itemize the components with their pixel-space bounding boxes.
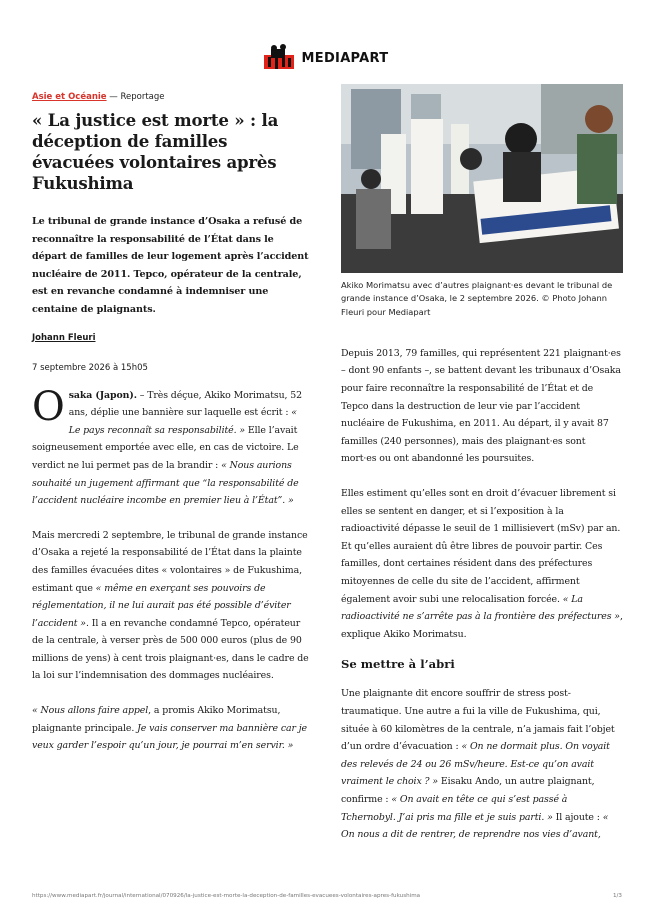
p1-text-1: – Très déçue, Akiko Morimatsu, 52 ans, déplie une bannière sur laquelle est écrit : [68, 389, 303, 419]
p3-text-1: , a promis Akiko Morimatsu, plaignante principale. [32, 705, 281, 734]
p6-quote-2: « On avait en tête ce qui s’est passé à Tchernobyl. J’ai pris ma fille et je suis parti. » [341, 793, 568, 823]
p6-text-1: Une plaignante dit encore souffrir de stress post-traumatique. Une autre a fui la ville de Fukushima, qui, située à 60 kilomètres de la centrale, n’a jamais fait l’objet d’un ordre d’évacuation : [341, 688, 615, 753]
p3-quote-2: Je vais conserver ma bannière car je veux garder l’espoir qu’un jour, je pourrai m’en servir. » [32, 722, 308, 752]
left-column [32, 90, 310, 755]
headline: « La justice est morte » : la déception de familles évacuées volontaires après Fukushima [32, 110, 279, 193]
section-link[interactable]: Asie et Océanie [32, 92, 107, 102]
p5-text-2: , explique Akiko Morimatsu. [341, 611, 623, 640]
photo-credit: © Photo Johann Fleuri pour Mediapart [341, 293, 608, 317]
p1-quote-2: « Nous aurions souhaité un jugement affirmant que “la responsabilité de l’accident nucléaire incombe en premier lieu à l’État”. » [32, 459, 299, 507]
lead-paragraph: Le tribunal de grande instance d’Osaka a refusé de reconnaître la responsabilité de l’État dans le départ de familles de leur logement après l’accident nucléaire de 2011. Tepco, opérateur de la centrale, est en revanche condamné à indemniser une centaine de plaignants. [32, 216, 309, 315]
p5-quote-1: « La radioactivité ne s’arrête pas à la frontière des préfectures » [341, 593, 620, 623]
masthead [0, 38, 650, 78]
protest-photo [341, 84, 623, 273]
paragraph-6 [341, 685, 623, 843]
p6-text-2: Eisaku Ando, un autre plaignant, confirme : [341, 776, 595, 805]
paragraph-4: Depuis 2013, 79 familles, qui représentent 221 plaignant·es – dont 90 enfants –, se battent devant les tribunaux d’Osaka pour faire reconnaître la responsabilité de l’État et de Tepco dans la destruction de leur vie par l’accident nucléaire de Fukushima, en 2011. Au départ, il y avait 87 familles (240 personnes), mais des plaignant·es sont mort·es ou ont abandonné les poursuites. [341, 347, 621, 465]
p1-quote-1: « Le pays reconnaît sa responsabilité. » [68, 407, 297, 436]
rubric [32, 92, 310, 102]
mediapart-logo-icon [262, 43, 296, 73]
page-number: 1/3 [612, 893, 622, 899]
photo-caption [341, 279, 623, 319]
brand-name: MEDIAPART [301, 50, 389, 66]
paragraph-2 [32, 527, 310, 685]
caption-text: Akiko Morimatsu avec d’autres plaignant·es devant le tribunal de grande instance d’Osaka, le 2 septembre 2026. [341, 280, 613, 304]
p6-text-3: Il ajoute : [552, 811, 603, 823]
subheading: Se mettre à l’abri [341, 657, 455, 672]
p2-text-2: . Il a en revanche condamné Tepco, opérateur de la centrale, à verser près de 500 000 euros (plus de 90 millions de yens) à cent trois plaignant·es, dans le cadre de la loi sur l’indemnisation des dommages nucléaires. [32, 617, 309, 682]
footer-url[interactable]: https://www.mediapart.fr/journal/international/070926/la-justice-est-morte-la-deception-de-familles-evacuees-volontaires-apres-fukushima [32, 893, 421, 899]
p3-quote-1: « Nous allons faire appel [32, 705, 149, 717]
article-kind: Reportage [120, 92, 165, 102]
drop-cap: O [32, 383, 65, 430]
paragraph-3 [32, 702, 310, 755]
publish-date: 7 septembre 2026 à 15h05 [32, 362, 148, 373]
dateline: saka (Japon). [68, 389, 137, 401]
rubric-separator: — [106, 92, 121, 102]
p2-text-1: Mais mercredi 2 septembre, le tribunal de grande instance d’Osaka a rejeté la responsabilité de l’État dans la plainte des familles évacuées dites « volontaires » de Fukushima, estimant que [32, 529, 308, 594]
p6-quote-3: « On nous a dit de rentrer, de reprendre nos vies d’avant, [341, 811, 609, 841]
page-footer [32, 893, 622, 899]
p2-quote-1: « même en exerçant ses pouvoirs de réglementation, il ne lui aurait pas été possible d’éviter l’accident » [32, 582, 291, 629]
paragraph-5 [341, 485, 623, 643]
p1-text-2: Elle l’avait soigneusement emportée avec elle, en cas de victoire. Le verdict ne lui permet pas de la brandir : [32, 424, 299, 471]
right-column [341, 84, 623, 844]
paragraph-1 [32, 383, 310, 510]
author-link[interactable]: Johann Fleuri [32, 332, 96, 343]
p6-quote-1: « On ne dormait plus. On voyait des relevés de 24 ou 26 mSv/heure. Est-ce qu’on avait vraiment le choix ? » [341, 741, 610, 788]
p5-text-1: Elles estiment qu’elles sont en droit d’évacuer librement si elles se sentent en danger, et si l’exposition à la radioactivité dépasse le seuil de 1 millisievert (mSv) par an. Et qu’elles auraient dû être libres de pouvoir partir. Ces familles, dont certaines résident dans des préfectures mitoyennes de celle du site de l’accident, affirment également avoir subi une relocalisation forcée. [341, 488, 621, 605]
